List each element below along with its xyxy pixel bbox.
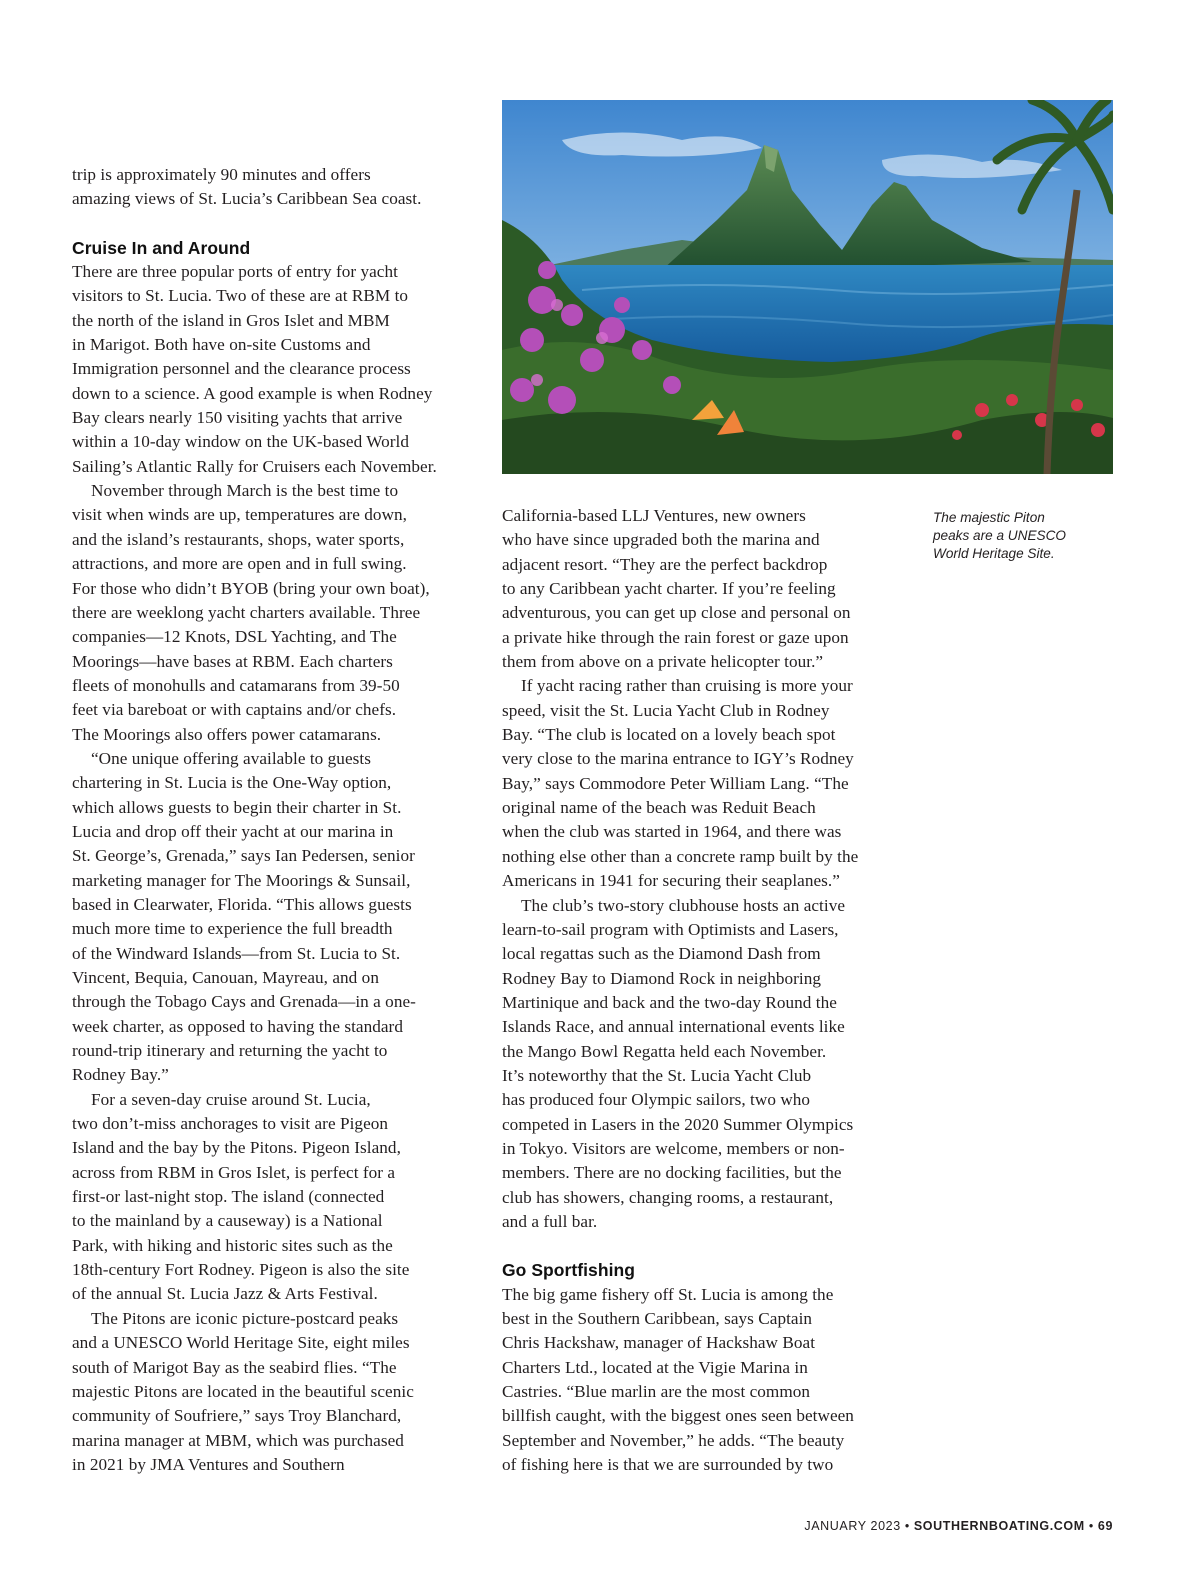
text-line: adventurous, you can get up close and personal on (502, 603, 851, 623)
text-line: two don’t-miss anchorages to visit are Pigeon (72, 1114, 389, 1134)
text-line: Bay. “The club is located on a lovely beach spot (502, 725, 836, 745)
text-line: south of Marigot Bay as the seabird flies. “The (72, 1357, 397, 1377)
footer-separator: • (900, 1519, 914, 1533)
text-line: round-trip itinerary and returning the yacht to (72, 1041, 388, 1061)
text-line: members. There are no docking facilities, but the (502, 1163, 842, 1183)
text-line: within a 10-day window on the UK-based World (72, 432, 410, 452)
text-line: 18th-century Fort Rodney. Pigeon is also the site (72, 1260, 410, 1280)
photo-caption (933, 509, 1113, 563)
text-line: very close to the marina entrance to IGY’s Rodney (502, 749, 854, 769)
text-line: speed, visit the St. Lucia Yacht Club in Rodney (502, 700, 830, 720)
footer-separator: • (1084, 1519, 1098, 1533)
text-line: amazing views of St. Lucia’s Caribbean Sea coast. (72, 189, 422, 209)
text-line: Americans in 1941 for securing their seaplanes.” (502, 871, 840, 891)
text-line: to any Caribbean yacht charter. If you’re feeling (502, 579, 836, 599)
text-line: competed in Lasers in the 2020 Summer Olympics (502, 1114, 854, 1134)
text-line: to the mainland by a causeway) is a National (72, 1211, 383, 1231)
text-line: Lucia and drop off their yacht at our marina in (72, 821, 394, 841)
caption-line: The majestic Piton (933, 510, 1045, 525)
paragraph-first-line: The club’s two-story clubhouse hosts an active (521, 895, 846, 915)
text-line: Immigration personnel and the clearance process (72, 359, 411, 379)
paragraph-first-line: “One unique offering available to guests (91, 748, 371, 768)
text-line: in Marigot. Both have on-site Customs and (72, 335, 371, 355)
paragraph-first-line: November through March is the best time to (91, 481, 399, 501)
text-line: when the club was started in 1964, and there was (502, 822, 842, 842)
text-line: local regattas such as the Diamond Dash from (502, 944, 821, 964)
text-line: first-or last-night stop. The island (connected (72, 1187, 385, 1207)
text-line: Bay clears nearly 150 visiting yachts that arrive (72, 408, 403, 428)
text-line: community of Soufriere,” says Troy Blanchard, (72, 1406, 402, 1426)
footer-site: SOUTHERNBOATING.COM (913, 1519, 1085, 1533)
text-line: much more time to experience the full breadth (72, 919, 393, 939)
text-line: the Mango Bowl Regatta held each November. (502, 1041, 827, 1061)
paragraph-first-line: For a seven-day cruise around St. Lucia, (91, 1089, 371, 1109)
piton-peaks-photo (502, 100, 1113, 474)
text-line: best in the Southern Caribbean, says Captain (502, 1309, 813, 1328)
text-line: Rodney Bay to Diamond Rock in neighboring (502, 968, 822, 988)
text-line: Rodney Bay.” (72, 1065, 169, 1085)
text-line: Martinique and back and the two-day Round the (502, 992, 837, 1012)
text-line: Island and the bay by the Pitons. Pigeon Island, (72, 1138, 401, 1158)
text-line: of fishing here is that we are surrounded by two (502, 1455, 834, 1475)
paragraph-first-line: The Pitons are iconic picture-postcard peaks (91, 1308, 399, 1328)
text-line: of the Windward Islands—from St. Lucia to St. (72, 943, 401, 963)
text-line: visit when winds are up, temperatures are down, (72, 505, 408, 525)
text-line: through the Tobago Cays and Grenada—in a one- (72, 992, 416, 1012)
text-line: a private hike through the rain forest or gaze upon (502, 627, 849, 647)
text-line: feet via bareboat or with captains and/or chefs. (72, 700, 397, 720)
text-line: Bay,” says Commodore Peter William Lang. “The (502, 773, 849, 793)
text-line: chartering in St. Lucia is the One-Way option, (72, 773, 392, 793)
text-line: in 2021 by JMA Ventures and Southern (72, 1454, 345, 1474)
text-line: learn-to-sail program with Optimists and Lasers, (502, 919, 839, 939)
text-line: adjacent resort. “They are the perfect backdrop (502, 554, 828, 574)
text-line: St. George’s, Grenada,” says Ian Pedersen, senior (72, 846, 415, 866)
text-line: trip is approximately 90 minutes and offers (72, 165, 371, 184)
text-line: based in Clearwater, Florida. “This allows guests (72, 894, 412, 914)
text-line: and the island’s restaurants, shops, water sports, (72, 529, 405, 549)
text-line: across from RBM in Gros Islet, is perfect for a (72, 1162, 396, 1182)
text-line: Moorings—have bases at RBM. Each charters (72, 651, 393, 671)
text-line: visitors to St. Lucia. Two of these are at RBM to (72, 286, 409, 306)
text-line: Park, with hiking and historic sites such as the (72, 1235, 393, 1255)
text-line: marina manager at MBM, which was purchased (72, 1430, 404, 1450)
text-line: The big game fishery off St. Lucia is among the (502, 1284, 834, 1304)
text-line: Vincent, Bequia, Canouan, Mayreau, and on (72, 968, 379, 987)
text-line: of the annual St. Lucia Jazz & Arts Festival. (72, 1284, 378, 1304)
text-line: The Moorings also offers power catamarans. (72, 724, 382, 744)
text-line: has produced four Olympic sailors, two who (502, 1090, 811, 1110)
paragraph-gap (502, 1234, 902, 1258)
text-line: majestic Pitons are located in the beautiful scenic (72, 1381, 414, 1401)
text-line: which allows guests to begin their charter in St. (72, 797, 402, 817)
page-footer (804, 1519, 1113, 1533)
text-line: club has showers, changing rooms, a restaurant, (502, 1187, 834, 1207)
paragraph-gap (72, 212, 472, 236)
text-line: billfish caught, with the biggest ones seen between (502, 1406, 854, 1426)
caption-line: World Heritage Site. (933, 546, 1055, 561)
text-line: California-based LLJ Ventures, new owners (502, 506, 806, 525)
page-number: 69 (1097, 1519, 1113, 1533)
left-text-column (72, 163, 472, 1477)
text-line: fleets of monohulls and catamarans from 39-50 (72, 675, 400, 695)
text-line: September and November,” he adds. “The beauty (502, 1430, 845, 1450)
text-line: in Tokyo. Visitors are welcome, members or non- (502, 1138, 845, 1158)
text-line: attractions, and more are open and in full swing. (72, 554, 407, 574)
text-line: and a UNESCO World Heritage Site, eight miles (72, 1333, 410, 1353)
text-line: who have since upgraded both the marina and (502, 530, 820, 550)
text-line: Chris Hackshaw, manager of Hackshaw Boat (502, 1333, 816, 1353)
text-line: Castries. “Blue marlin are the most common (502, 1382, 811, 1402)
text-line: Sailing’s Atlantic Rally for Cruisers each November. (72, 456, 437, 476)
text-line: there are weeklong yacht charters available. Three (72, 602, 421, 622)
text-line: week charter, as opposed to having the standard (72, 1016, 403, 1036)
section-heading: Go Sportfishing (502, 1260, 635, 1281)
text-line: and a full bar. (502, 1211, 598, 1231)
footer-date: JANUARY 2023 (804, 1519, 901, 1533)
text-line: nothing else other than a concrete ramp built by the (502, 846, 859, 866)
text-line: Charters Ltd., located at the Vigie Marina in (502, 1357, 808, 1377)
text-line: Islands Race, and annual international events like (502, 1017, 845, 1037)
middle-text-column (502, 504, 902, 1477)
text-line: the north of the island in Gros Islet and MBM (72, 310, 390, 330)
text-line: them from above on a private helicopter tour.” (502, 652, 824, 672)
caption-line: peaks are a UNESCO (933, 528, 1066, 543)
paragraph-first-line: If yacht racing rather than cruising is more your (521, 676, 853, 696)
text-line: marketing manager for The Moorings & Sunsail, (72, 870, 411, 890)
text-line: original name of the beach was Reduit Beach (502, 798, 816, 818)
text-line: For those who didn’t BYOB (bring your own boat), (72, 578, 430, 598)
section-heading: Cruise In and Around (72, 237, 251, 258)
text-line: companies—12 Knots, DSL Yachting, and The (72, 627, 397, 647)
text-line: down to a science. A good example is when Rodney (72, 383, 433, 403)
text-line: It’s noteworthy that the St. Lucia Yacht Club (502, 1065, 812, 1085)
text-line: There are three popular ports of entry for yacht (72, 262, 398, 282)
